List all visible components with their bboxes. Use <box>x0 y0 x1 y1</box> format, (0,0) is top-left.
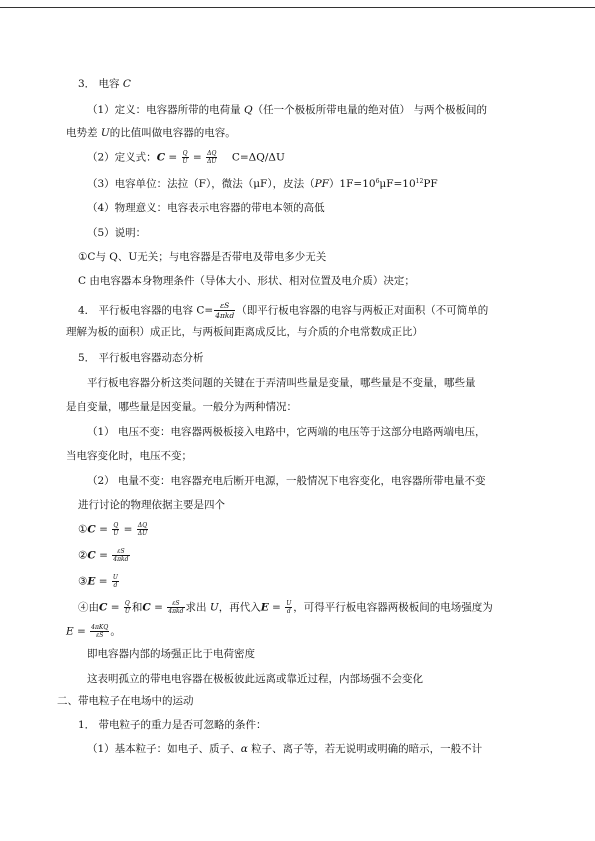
formula-4-line-1: ④由C = $\frac{Q}{U}$ 和C = $\frac{\varepsilon S}{\text{4πkd}}$ 求出 U，再代入E = $\frac{U}{d}$ ，可得平行板电容器两极板间的电场强度为 <box>78 600 493 615</box>
case-2-line-2: 进行讨论的物理依据主要是四个 <box>78 499 225 511</box>
part-2-item-1: 1． 带电粒子的重力是否可忽略的条件： <box>78 719 267 731</box>
formula-3: ③E = $\frac{U}{d}$ <box>78 574 118 589</box>
part-2-item-1a: （1）基本粒子：如电子、质子、α 粒子、离子等，若无说明或明确的暗示，一般不计 <box>87 743 483 755</box>
conclusion-1: 即电容器内部的场强正比于电荷密度 <box>87 648 255 660</box>
header-rule <box>0 7 595 8</box>
case-1-line-1: （1） 电压不变：电容器两极板接入电路中，它两端的电压等于这部分电路两端电压， <box>87 426 486 438</box>
section-5-para-2: 是自变量，哪些量是因变量。一般分为两种情况： <box>66 401 297 413</box>
unit-line: （3）电容单位：法拉（F），微法（μF），皮法$(PF)1F=10^6\mu F=10^{12}PF$ <box>87 178 438 190</box>
formula-line: （2）定义式：C = $\frac{Q}{U}$ = $\frac{\Delta Q}{\Delta U}$ C=ΔQ/ΔU <box>87 150 285 165</box>
case-2-line-1: （2） 电量不变：电容器充电后断开电源，一般情况下电容变化，电容器所带电量不变 <box>87 475 486 487</box>
note-item-2: C 由电容器本身物理条件（导体大小、形状、相对位置及电介质）决定； <box>78 275 415 287</box>
definition-line-2: 电势差 U的比值叫做电容器的电容。 <box>66 127 236 139</box>
section-5-para-1: 平行板电容器分析这类问题的关键在于弄清叫些量是变量，哪些量是不变量，哪些量 <box>87 377 476 389</box>
fraction-dq-over-du: $\frac{\Delta Q}{\Delta U}$ <box>207 150 217 165</box>
part-2-heading: 二、带电粒子在电场中的运动 <box>57 695 194 707</box>
note-heading: （5）说明： <box>87 227 147 239</box>
section-4-line-2: 理解为板的面积）成正比，与两板间距离成反比，与介质的介电常数成正比） <box>66 326 423 338</box>
formula-4-line-2: E = $\frac{\text{4πKQ}}{\varepsilon S}$ 。 <box>66 624 121 639</box>
note-item-1: ①C与 Q、U无关；与电容器是否带电及带电多少无关 <box>78 251 327 263</box>
formula-1: ①C = $\frac{Q}{U}$ = $\frac{\Delta Q}{\Delta U}$ <box>78 522 148 537</box>
section-5-title: 5． 平行板电容器动态分析 <box>78 352 204 364</box>
meaning-line: （4）物理意义：电容表示电容器的带电本领的高低 <box>87 202 325 214</box>
section-3-title: 3． 电容 C <box>78 78 131 90</box>
fraction-es-over-4pikd: $\frac{\varepsilon S}{\text{4πkd}}$ <box>215 301 235 320</box>
section-4-line-1: 4． 平行板电容器的电容 C= $\frac{\varepsilon S}{\text{4πkd}}$ （即平行板电容器的电容与两板正对面积（不可简单的 <box>78 301 489 320</box>
case-1-line-2: 当电容变化时，电压不变； <box>66 450 192 462</box>
definition-line-1: （1）定义：电容器所带的电荷量 Q（任一个极板所带电量的绝对值） 与两个极板间的 <box>87 104 487 116</box>
conclusion-2: 这表明孤立的带电电容器在极板彼此远离或靠近过程，内部场强不会变化 <box>87 673 423 685</box>
formula-2: ②C = $\frac{\varepsilon S}{\text{4πkd}}$ <box>78 548 129 563</box>
fraction-q-over-u: $\frac{Q}{U}$ <box>182 150 188 165</box>
